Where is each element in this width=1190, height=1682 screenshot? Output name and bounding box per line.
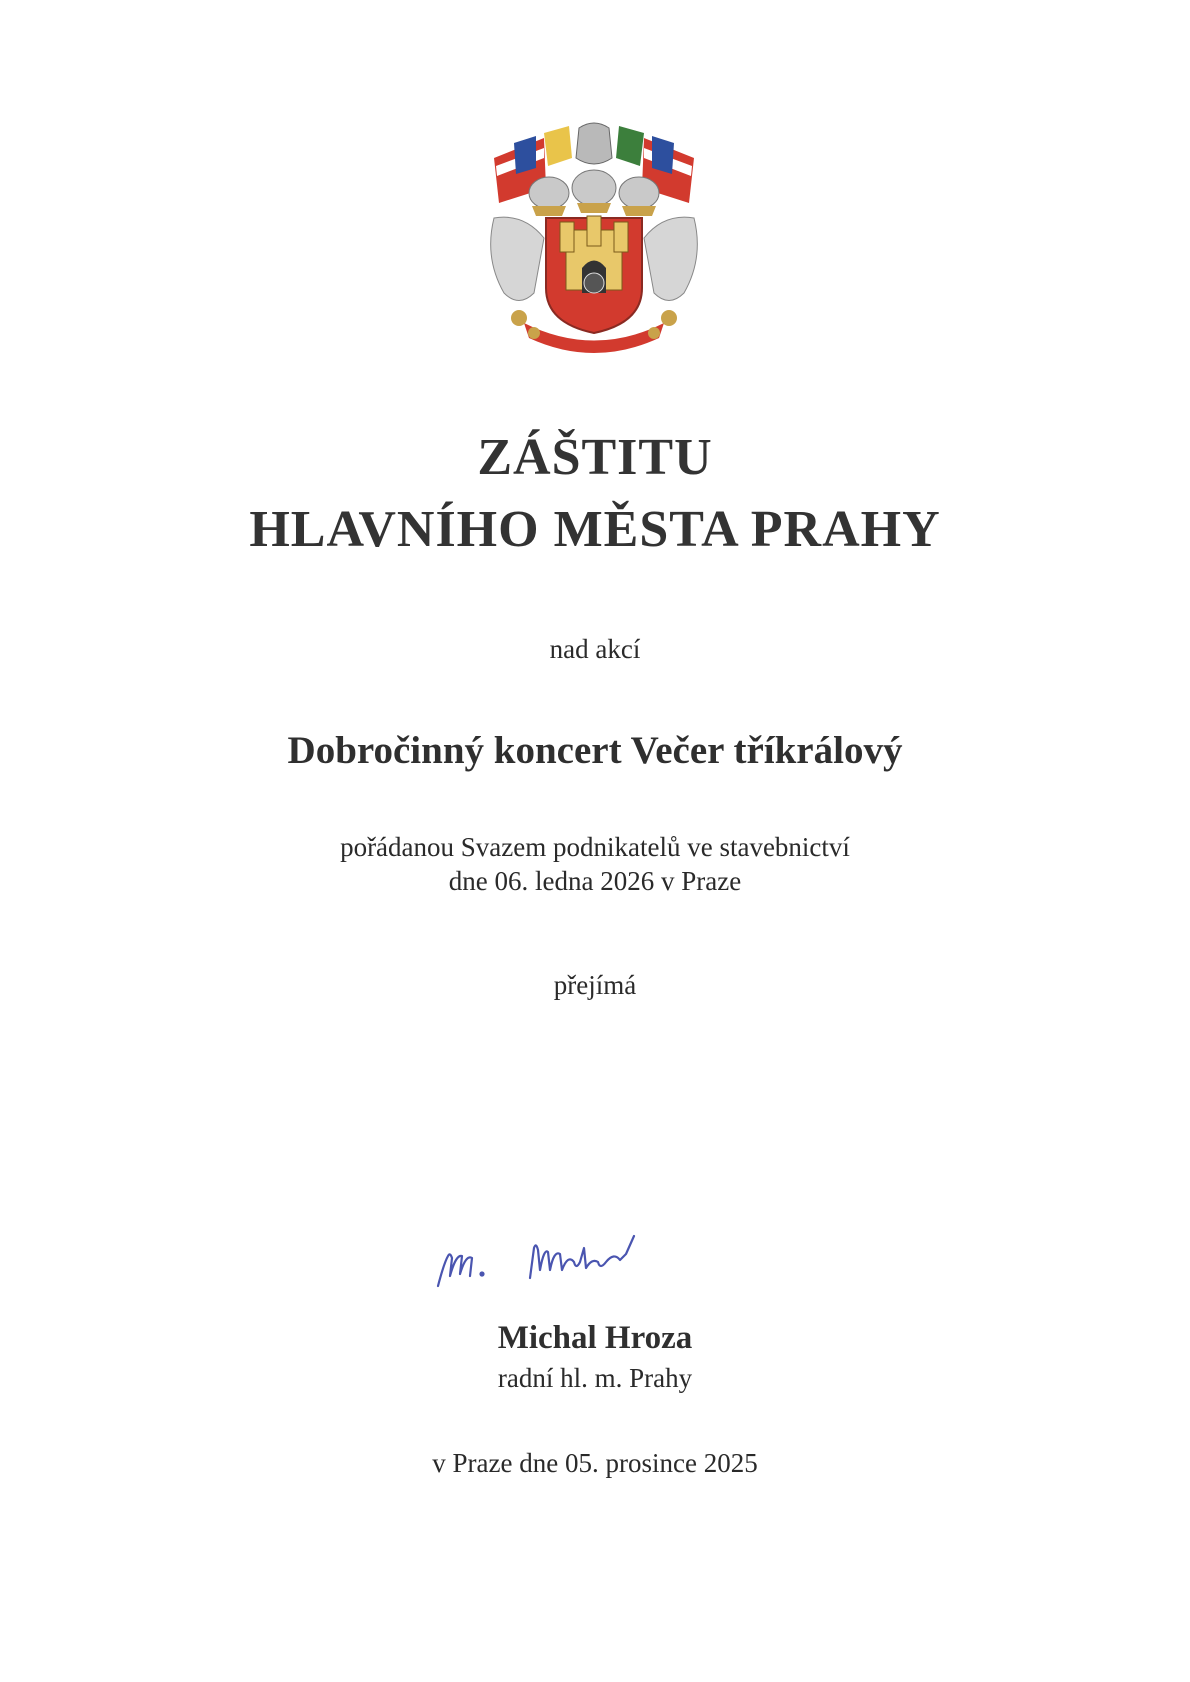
place-and-date: v Praze dne 05. prosince 2025 [432, 1448, 758, 1478]
intro-text: nad akcí [549, 634, 641, 664]
title-line-2: HLAVNÍHO MĚSTA PRAHY [249, 501, 941, 558]
title-line-1: ZÁŠTITU [477, 429, 713, 486]
prague-coat-of-arms-icon [474, 118, 714, 353]
signatory-role: radní hl. m. Prahy [497, 1363, 693, 1393]
accepts-text: přejímá [553, 970, 637, 1000]
event-name: Dobročinný koncert Večer tříkrálový [287, 729, 903, 772]
signatory-name: Michal Hroza [497, 1320, 693, 1356]
organizer-line-2: dne 06. ledna 2026 v Praze [448, 866, 742, 896]
organizer-line-1: pořádanou Svazem podnikatelů ve stavebnictví [340, 832, 850, 862]
handwritten-signature [430, 1218, 670, 1298]
